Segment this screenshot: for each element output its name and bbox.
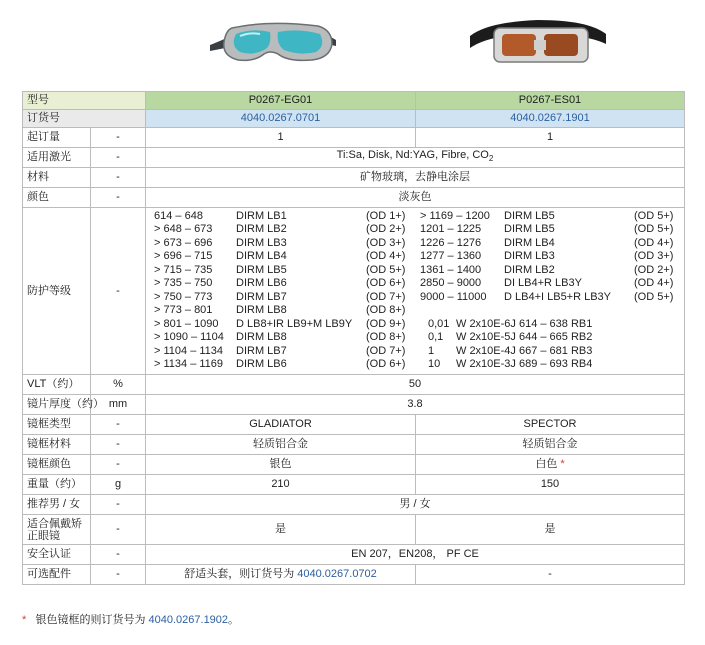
protection-range: 614 – 648 xyxy=(154,210,203,222)
protection-spec: D LB4+I LB5+R LB3Y xyxy=(504,290,612,303)
protection-range: > 735 – 750 xyxy=(154,277,213,290)
protection-range: > 1169 – 1200 xyxy=(420,210,490,222)
value-material: 矿物玻璃，去静电涂层 xyxy=(146,168,685,188)
vlt-row xyxy=(23,375,685,395)
value-b: 白色 xyxy=(535,458,558,470)
row-label: 重量（约） xyxy=(23,475,91,495)
protection-spec: DIRM LB3 xyxy=(236,236,287,249)
protection-spec: DIRM LB5 xyxy=(504,223,555,236)
protection-od: (OD 2+) xyxy=(366,223,406,236)
goggle-image-eg01 xyxy=(208,18,340,64)
row-unit: - xyxy=(91,168,146,188)
protection-spec: DIRM LB6 xyxy=(236,357,287,370)
row-unit: - xyxy=(91,188,146,208)
row-label: 适用激光 xyxy=(23,148,91,168)
protection-od: (OD 2+) xyxy=(634,263,674,276)
protection-spec: DIRM LB6 xyxy=(236,277,287,290)
goggle-image-es01 xyxy=(468,16,608,66)
protection-range: > 801 – 1090 xyxy=(154,317,219,330)
footnote-end: 。 xyxy=(228,614,240,626)
value-color: 淡灰色 xyxy=(146,188,685,208)
protection-spec: DIRM LB3 xyxy=(504,250,555,263)
protection-spec: DIRM LB7 xyxy=(236,290,287,303)
frame-type-row xyxy=(23,415,685,435)
asterisk-mark: * xyxy=(560,458,565,470)
value-vlt: 50 xyxy=(146,375,685,395)
protection-spec: DIRM LB4 xyxy=(504,236,555,249)
lens-thickness-row xyxy=(23,395,685,415)
protection-spec: DI LB4+R LB3Y xyxy=(504,277,582,290)
footnote-text: 银色镜框的则订货号为 xyxy=(35,614,149,626)
row-label: 镜框材料 xyxy=(23,435,91,455)
protection-range: > 673 – 696 xyxy=(154,236,213,249)
protection-range: > 696 – 715 xyxy=(154,250,213,263)
pulse-energy: 0,1 xyxy=(428,331,444,344)
footnote xyxy=(22,611,239,627)
protection-range: > 648 – 673 xyxy=(154,223,213,236)
value-lasers xyxy=(146,148,685,168)
row-unit: g xyxy=(91,475,146,495)
value-a: 轻质铝合金 xyxy=(146,435,416,455)
accessories-row xyxy=(23,565,685,585)
row-unit: - xyxy=(91,515,146,545)
protection-spec: D LB8+IR LB9+M LB9Y xyxy=(236,317,353,330)
protection-spec: DIRM LB8 xyxy=(236,331,287,344)
pulse-energy: 0,01 xyxy=(428,317,450,330)
protection-spec: DIRM LB4 xyxy=(236,250,287,263)
lasers-text: Ti:Sa, Disk, Nd:YAG, Fibre, CO xyxy=(336,149,489,162)
accessory-text: 舒适头套，则订货号为 xyxy=(184,568,298,580)
value-a: 是 xyxy=(146,515,416,545)
row-label: 镜框类型 xyxy=(23,415,91,435)
frame-color-row xyxy=(23,455,685,475)
protection-spec: DIRM LB2 xyxy=(504,263,555,276)
row-label: VLT（约） xyxy=(23,375,91,395)
protection-spec: DIRM LB7 xyxy=(236,344,287,357)
protection-range: > 750 – 773 xyxy=(154,290,213,303)
row-unit: - xyxy=(91,455,146,475)
pulse-energy: 1 xyxy=(428,344,435,357)
order-number-a[interactable]: 4040.0267.0701 xyxy=(146,110,416,128)
certification-row xyxy=(23,545,685,565)
prescription-row xyxy=(23,515,685,545)
model-label: 型号 xyxy=(23,92,146,110)
pulse-energy: 10 xyxy=(428,357,441,370)
row-unit: - xyxy=(91,148,146,168)
protection-od: (OD 4+) xyxy=(366,250,406,263)
protection-od: (OD 5+) xyxy=(634,223,674,236)
protection-range: 1201 – 1225 xyxy=(420,223,482,236)
gender-row xyxy=(23,495,685,515)
footnote-order-link[interactable]: 4040.0267.1902 xyxy=(148,614,229,626)
value-b-cell xyxy=(416,455,685,475)
row-unit: - xyxy=(91,565,146,585)
order-label: 订货号 xyxy=(23,110,146,128)
protection-range: > 1134 – 1169 xyxy=(154,357,224,370)
protection-od: (OD 8+) xyxy=(366,331,406,344)
pulse-spec: W 2x10E-6J 614 – 638 RB1 xyxy=(456,317,593,330)
value-b: - xyxy=(416,565,685,585)
protection-levels xyxy=(146,208,685,375)
order-row xyxy=(23,110,685,128)
row-unit: - xyxy=(91,415,146,435)
pulse-spec: W 2x10E-4J 667 – 681 RB3 xyxy=(456,344,593,357)
model-a: P0267-EG01 xyxy=(146,92,416,110)
protection-range: 1361 – 1400 xyxy=(420,263,482,276)
protection-od: (OD 6+) xyxy=(366,357,406,370)
row-label: 推荐男 / 女 xyxy=(23,495,91,515)
row-label: 颜色 xyxy=(23,188,91,208)
protection-row xyxy=(23,208,685,375)
row-unit: - xyxy=(91,435,146,455)
value-b: SPECTOR xyxy=(416,415,685,435)
weight-row xyxy=(23,475,685,495)
protection-spec: DIRM LB1 xyxy=(236,210,287,222)
value-b: 轻质铝合金 xyxy=(416,435,685,455)
protection-od: (OD 5+) xyxy=(634,210,674,222)
model-row xyxy=(23,92,685,110)
protection-spec: DIRM LB8 xyxy=(236,304,287,317)
row-label: 材料 xyxy=(23,168,91,188)
row-label: 起订量 xyxy=(23,128,91,148)
protection-range: 9000 – 11000 xyxy=(420,290,487,303)
protection-range: 1226 – 1276 xyxy=(420,236,482,249)
protection-od: (OD 3+) xyxy=(366,236,406,249)
protection-list xyxy=(146,210,684,372)
value-certification: EN 207，EN208， PF CE xyxy=(146,545,685,565)
protection-range: > 1104 – 1134 xyxy=(154,344,224,357)
value-a: GLADIATOR xyxy=(146,415,416,435)
lasers-row xyxy=(23,148,685,168)
value-lens-thickness: 3.8 xyxy=(146,395,685,415)
value-a: 210 xyxy=(146,475,416,495)
row-unit: - xyxy=(91,545,146,565)
row-label: 可选配件 xyxy=(23,565,91,585)
protection-spec: DIRM LB2 xyxy=(236,223,287,236)
protection-spec: DIRM LB5 xyxy=(504,210,555,222)
protection-od: (OD 6+) xyxy=(366,277,406,290)
protection-od: (OD 3+) xyxy=(634,250,674,263)
protection-od: (OD 4+) xyxy=(634,277,674,290)
value-b: 是 xyxy=(416,515,685,545)
protection-od: (OD 8+) xyxy=(366,304,406,317)
row-unit: - xyxy=(91,128,146,148)
material-row xyxy=(23,168,685,188)
row-unit: - xyxy=(91,495,146,515)
footnote-mark: * xyxy=(22,614,27,626)
protection-od: (OD 4+) xyxy=(634,236,674,249)
color-row xyxy=(23,188,685,208)
row-unit: % xyxy=(91,375,146,395)
min-order-row xyxy=(23,128,685,148)
value-b: 150 xyxy=(416,475,685,495)
model-b: P0267-ES01 xyxy=(416,92,685,110)
protection-od: (OD 7+) xyxy=(366,290,406,303)
spec-table xyxy=(22,91,685,585)
pulse-spec: W 2x10E-3J 689 – 693 RB4 xyxy=(456,357,593,370)
value-gender: 男 / 女 xyxy=(146,495,685,515)
row-label: 镜框颜色 xyxy=(23,455,91,475)
pulse-spec: W 2x10E-5J 644 – 665 RB2 xyxy=(456,331,593,344)
value-a-cell xyxy=(146,565,416,585)
protection-od: (OD 9+) xyxy=(366,317,406,330)
row-label: 防护等级 xyxy=(23,208,91,375)
lasers-subscript: 2 xyxy=(488,154,494,164)
frame-material-row xyxy=(23,435,685,455)
row-label: 安全认证 xyxy=(23,545,91,565)
value-a: 银色 xyxy=(146,455,416,475)
protection-od: (OD 7+) xyxy=(366,344,406,357)
row-label: 镜片厚度（约） xyxy=(23,395,91,415)
protection-range: > 1090 – 1104 xyxy=(154,331,224,344)
protection-range: 2850 – 9000 xyxy=(420,277,482,290)
protection-od: (OD 5+) xyxy=(366,263,406,276)
value-a: 1 xyxy=(146,128,416,148)
protection-range: > 773 – 801 xyxy=(154,304,213,317)
protection-range: > 715 – 735 xyxy=(154,263,213,276)
value-b: 1 xyxy=(416,128,685,148)
protection-od: (OD 5+) xyxy=(634,290,674,303)
order-number-b[interactable]: 4040.0267.1901 xyxy=(416,110,685,128)
accessory-order-link[interactable]: 4040.0267.0702 xyxy=(297,568,377,580)
row-unit: - xyxy=(91,208,146,375)
row-label: 适合佩戴矫正眼镜 xyxy=(23,515,91,545)
protection-spec: DIRM LB5 xyxy=(236,263,287,276)
protection-range: 1277 – 1360 xyxy=(420,250,482,263)
protection-od: (OD 1+) xyxy=(366,210,406,222)
row-unit: mm xyxy=(91,395,146,415)
